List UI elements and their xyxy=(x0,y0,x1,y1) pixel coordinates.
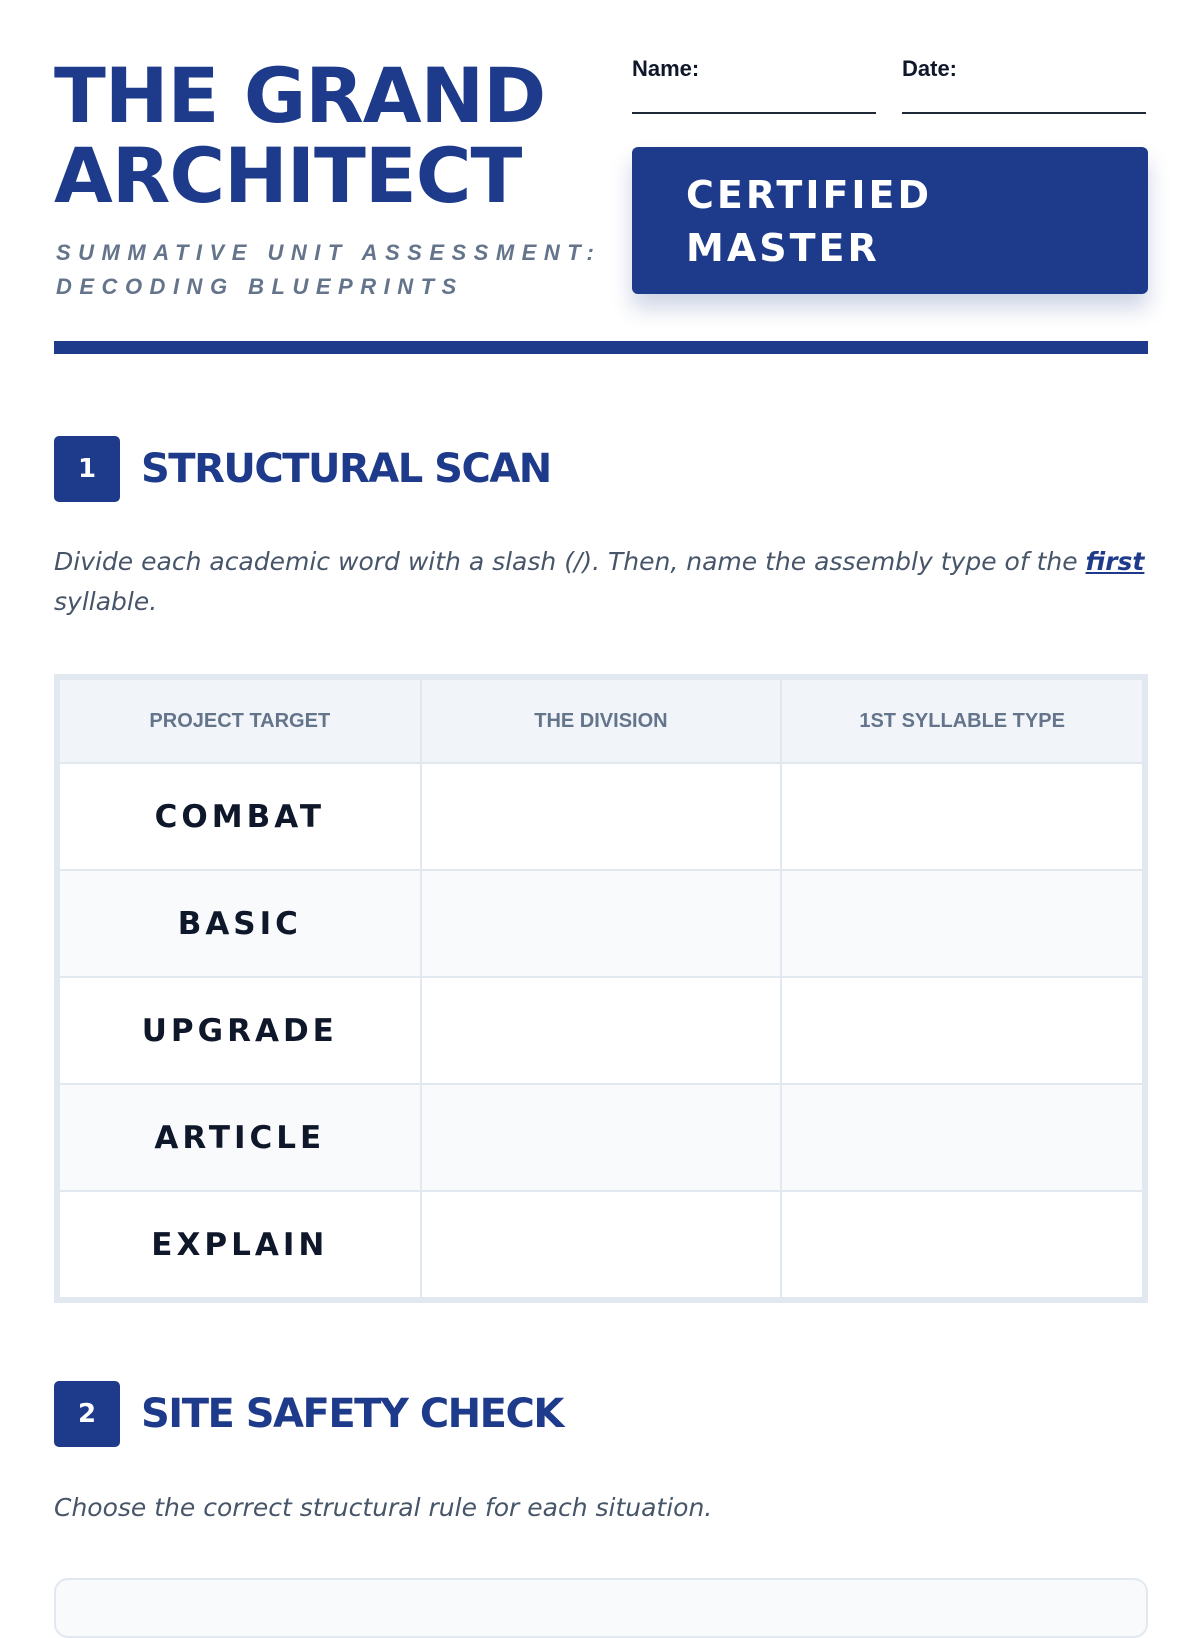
table-row xyxy=(60,1084,1142,1191)
worksheet-header xyxy=(54,0,1148,340)
column-header-project-target: PROJECT TARGET xyxy=(60,680,421,763)
table-row xyxy=(60,977,1142,1084)
name-field[interactable] xyxy=(632,56,876,114)
first-emphasis-link[interactable]: first xyxy=(1085,547,1145,576)
section-1-heading xyxy=(54,436,551,502)
table-row xyxy=(60,870,1142,977)
target-word-cell xyxy=(60,870,421,977)
division-answer-cell[interactable] xyxy=(421,977,782,1084)
table-row xyxy=(60,763,1142,870)
instructions-text-end: syllable. xyxy=(54,587,158,616)
subtitle-line-1: SUMMATIVE UNIT ASSESSMENT: xyxy=(56,240,602,265)
section-1-instructions xyxy=(54,542,1148,622)
date-label: Date: xyxy=(902,56,958,81)
subtitle-line-2: DECODING BLUEPRINTS xyxy=(56,274,464,299)
division-answer-cell[interactable] xyxy=(421,763,782,870)
target-word-cell xyxy=(60,977,421,1084)
target-word-cell xyxy=(60,1191,421,1297)
page-subtitle xyxy=(56,236,636,304)
date-blank-line[interactable] xyxy=(902,112,1146,114)
syllable-type-answer-cell[interactable] xyxy=(781,763,1142,870)
name-blank-line[interactable] xyxy=(632,112,876,114)
table-row xyxy=(60,1191,1142,1297)
target-word: BASIC xyxy=(177,905,302,942)
target-word: ARTICLE xyxy=(154,1119,326,1156)
division-answer-cell[interactable] xyxy=(421,870,782,977)
syllable-type-answer-cell[interactable] xyxy=(781,1084,1142,1191)
date-field[interactable] xyxy=(902,56,1146,114)
target-word-cell xyxy=(60,1084,421,1191)
page-title xyxy=(54,51,546,220)
instructions-text: Divide each academic word with a slash (/). Then, name the assembly type of the xyxy=(54,547,1086,576)
target-word: UPGRADE xyxy=(141,1012,338,1049)
syllable-type-answer-cell[interactable] xyxy=(781,1191,1142,1297)
safety-check-card xyxy=(54,1578,1148,1638)
section-2-instructions: Choose the correct structural rule for each situation. xyxy=(54,1493,713,1522)
badge-line-2: MASTER xyxy=(686,226,880,270)
structural-scan-table xyxy=(54,674,1148,1303)
target-word: COMBAT xyxy=(154,798,325,835)
division-answer-cell[interactable] xyxy=(421,1084,782,1191)
syllable-table xyxy=(60,680,1142,1297)
section-number-badge: 1 xyxy=(54,436,120,502)
worksheet-page xyxy=(54,0,1148,1522)
badge-line-1: CERTIFIED xyxy=(686,173,933,217)
title-line-2: ARCHITECT xyxy=(54,131,522,220)
name-label: Name: xyxy=(632,56,700,81)
section-number-badge: 2 xyxy=(54,1381,120,1447)
badge-text xyxy=(686,169,986,275)
section-title: SITE SAFETY CHECK xyxy=(141,1391,563,1437)
title-line-1: THE GRAND xyxy=(54,51,546,140)
section-title: STRUCTURAL SCAN xyxy=(141,446,551,492)
division-answer-cell[interactable] xyxy=(421,1191,782,1297)
column-header-syllable-type: 1ST SYLLABLE TYPE xyxy=(781,680,1142,763)
section-2-heading xyxy=(54,1381,563,1447)
header-divider xyxy=(54,341,1148,354)
table-header-row xyxy=(60,680,1142,763)
syllable-type-answer-cell[interactable] xyxy=(781,870,1142,977)
column-header-division: THE DIVISION xyxy=(421,680,782,763)
target-word: EXPLAIN xyxy=(151,1226,329,1263)
certified-master-badge xyxy=(632,147,1148,294)
target-word-cell xyxy=(60,763,421,870)
syllable-type-answer-cell[interactable] xyxy=(781,977,1142,1084)
